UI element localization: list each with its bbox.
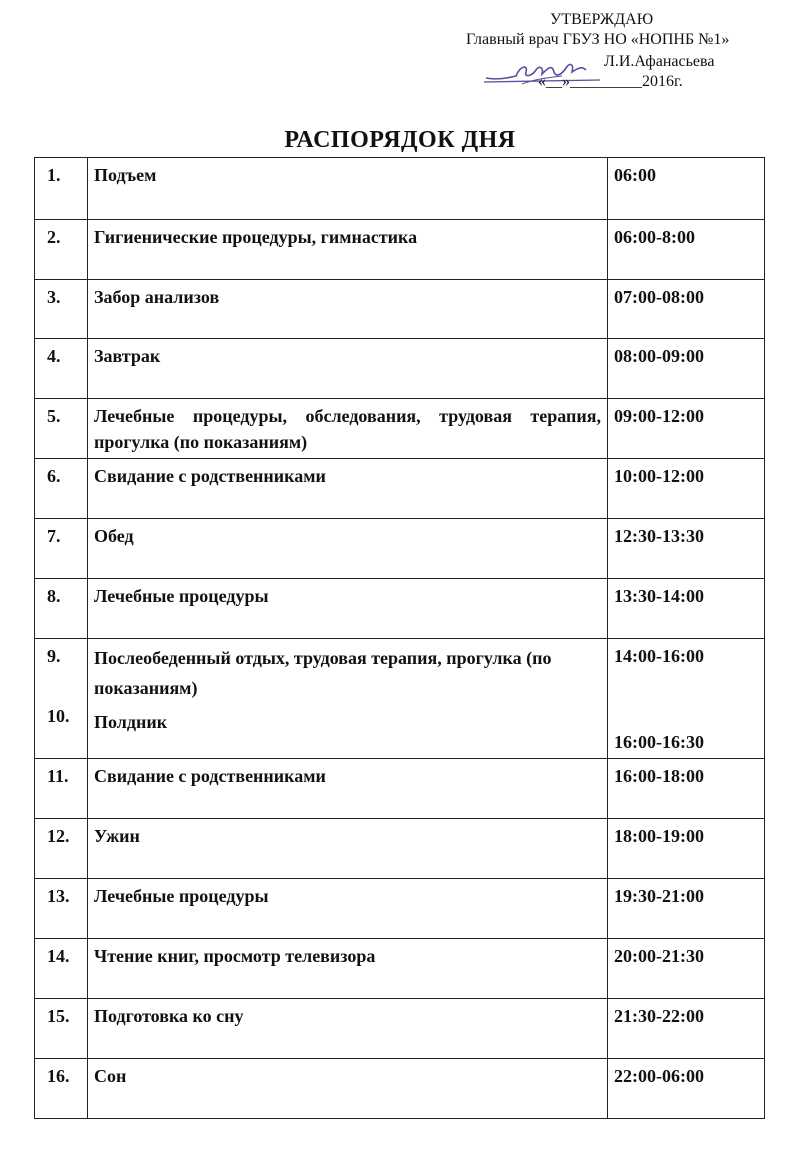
row-time: 06:00-8:00 <box>608 220 765 280</box>
row-number: 7. <box>35 519 88 579</box>
approval-position: Главный врач ГБУЗ НО «НОПНБ №1» <box>466 31 730 48</box>
row-activity: Послеобеденный отдых, трудовая терапия, прогулка (по показаниям) <box>94 648 552 698</box>
row-time: 16:00-16:30 <box>614 732 704 752</box>
row-activity: Лечебные процедуры <box>88 879 608 939</box>
row-number-pair <box>35 639 88 759</box>
row-activity: Сон <box>88 1059 608 1119</box>
table-row <box>35 399 765 459</box>
table-row <box>35 158 765 220</box>
row-number: 1. <box>35 158 88 220</box>
row-number: 5. <box>35 399 88 459</box>
table-row <box>35 339 765 399</box>
table-row <box>35 939 765 999</box>
row-activity: Гигиенические процедуры, гимнастика <box>88 220 608 280</box>
row-number: 6. <box>35 459 88 519</box>
row-number: 4. <box>35 339 88 399</box>
row-time: 20:00-21:30 <box>608 939 765 999</box>
row-number: 16. <box>35 1059 88 1119</box>
approval-heading: УТВЕРЖДАЮ <box>550 11 654 28</box>
row-activity: Свидание с родственниками <box>88 759 608 819</box>
row-activity: Обед <box>88 519 608 579</box>
table-row <box>35 879 765 939</box>
row-time: 10:00-12:00 <box>608 459 765 519</box>
row-activity: Подготовка ко сну <box>88 999 608 1059</box>
row-time: 19:30-21:00 <box>608 879 765 939</box>
row-activity: Завтрак <box>88 339 608 399</box>
row-time: 07:00-08:00 <box>608 280 765 339</box>
row-number: 10. <box>47 706 70 726</box>
schedule-table <box>34 157 765 1119</box>
approval-date: «__»_________2016г. <box>538 73 683 90</box>
row-number: 15. <box>35 999 88 1059</box>
row-activity: Забор анализов <box>88 280 608 339</box>
row-number: 14. <box>35 939 88 999</box>
page-title: РАСПОРЯДОК ДНЯ <box>284 127 516 153</box>
row-activity: Лечебные процедуры <box>88 579 608 639</box>
row-time: 18:00-19:00 <box>608 819 765 879</box>
table-row <box>35 819 765 879</box>
row-activity: Подъем <box>88 158 608 220</box>
table-row <box>35 459 765 519</box>
row-time: 08:00-09:00 <box>608 339 765 399</box>
row-activity: Ужин <box>88 819 608 879</box>
row-activity: Полдник <box>94 712 168 732</box>
table-row <box>35 220 765 280</box>
row-activity: Свидание с родственниками <box>88 459 608 519</box>
row-activity: Чтение книг, просмотр телевизора <box>88 939 608 999</box>
approval-name: Л.И.Афанасьева <box>604 53 715 70</box>
row-number: 2. <box>35 220 88 280</box>
table-row <box>35 280 765 339</box>
row-activity: Лечебные процедуры, обследования, трудовая терапия, прогулка (по показаниям) <box>88 399 608 459</box>
table-row <box>35 999 765 1059</box>
row-time: 14:00-16:00 <box>614 646 704 666</box>
row-time: 12:30-13:30 <box>608 519 765 579</box>
row-time: 22:00-06:00 <box>608 1059 765 1119</box>
row-time: 21:30-22:00 <box>608 999 765 1059</box>
table-row <box>35 639 765 759</box>
table-row <box>35 579 765 639</box>
table-row <box>35 519 765 579</box>
row-time: 16:00-18:00 <box>608 759 765 819</box>
row-number: 11. <box>35 759 88 819</box>
row-time: 13:30-14:00 <box>608 579 765 639</box>
row-number: 8. <box>35 579 88 639</box>
row-time: 06:00 <box>608 158 765 220</box>
row-number: 13. <box>35 879 88 939</box>
table-row <box>35 759 765 819</box>
row-number: 9. <box>47 646 61 666</box>
table-row <box>35 1059 765 1119</box>
row-time: 09:00-12:00 <box>608 399 765 459</box>
row-time-pair <box>608 639 765 759</box>
row-number: 12. <box>35 819 88 879</box>
row-activity-pair <box>88 639 608 759</box>
row-number: 3. <box>35 280 88 339</box>
